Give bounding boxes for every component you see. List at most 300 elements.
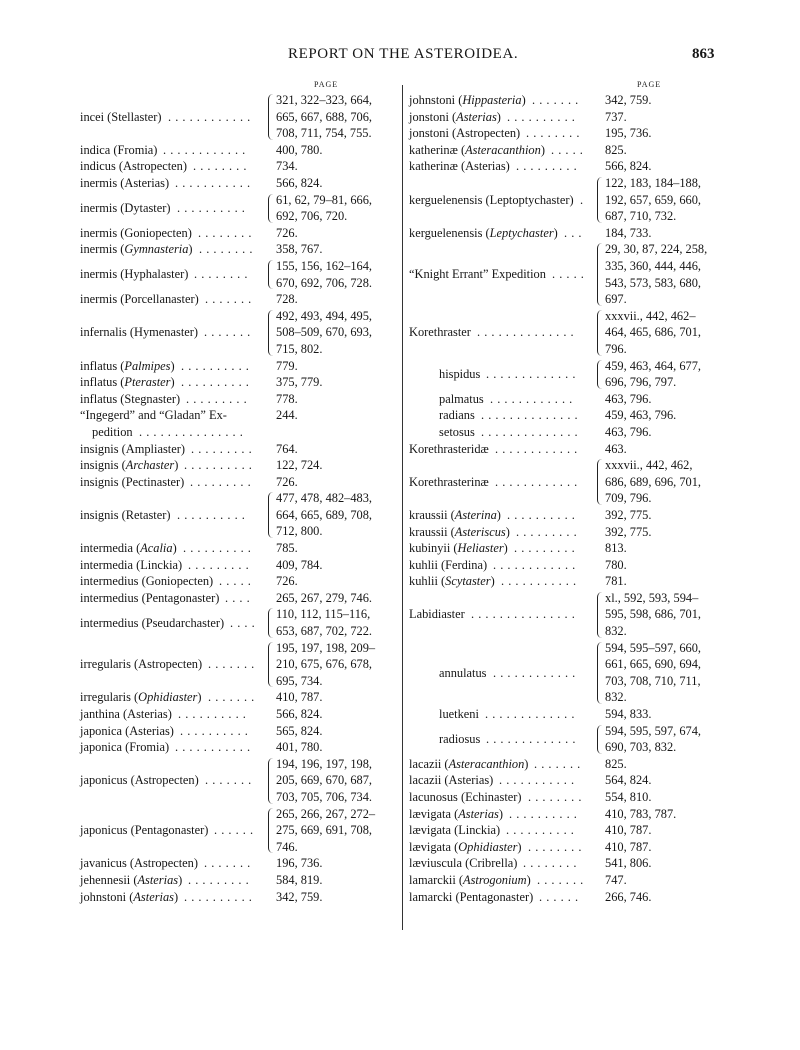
column-header-right: [409, 80, 789, 92]
page-refs-line: 726.: [276, 474, 298, 489]
page-refs-line: 195, 736.: [605, 126, 652, 141]
index-entry: [409, 142, 789, 159]
page-refs-line: 122, 183, 184–188,: [605, 175, 702, 190]
entry-term: japonicus (Astropecten): [80, 773, 199, 788]
index-entry: [409, 872, 789, 889]
entry-term: insignis (Ampliaster): [80, 441, 185, 456]
page-refs-line: 192, 657, 659, 660,: [605, 192, 702, 207]
page-refs-line: 265, 266, 267, 272–: [276, 806, 376, 821]
leader-dots: . . . . . . .: [204, 325, 251, 340]
entry-term: Labidiaster: [409, 607, 465, 622]
entry-term: inflatus (Palmipes): [80, 358, 175, 373]
entry-term: intermedius (Goniopecten): [80, 574, 214, 589]
entry-pages: [276, 474, 298, 491]
entry-term: insignis (Pectinaster): [80, 474, 185, 489]
entry-pages: [276, 806, 375, 856]
leader-dots: . . . . . . . .: [528, 839, 582, 854]
leader-dots: . . . .: [230, 615, 256, 630]
leader-dots: . . . . . . . .: [528, 790, 582, 805]
leader-dots: . . . .: [225, 590, 251, 605]
index-entry: [409, 225, 789, 242]
page-refs-line: 358, 767.: [276, 242, 323, 257]
entry-pages: [605, 358, 701, 391]
entry-pages: [605, 524, 651, 541]
leader-dots: . . . . . .: [539, 889, 579, 904]
entry-pages: [605, 706, 651, 723]
entry-term: Korethraster: [409, 325, 471, 340]
index-entry: [80, 308, 400, 358]
leader-dots: . . . . . . . . .: [190, 474, 252, 489]
entry-term: kraussii (Asterina): [409, 507, 501, 522]
entry-term: “Knight Errant” Expedition: [409, 267, 546, 282]
page-refs-line: 543, 573, 583, 680,: [605, 275, 702, 290]
page-refs-line: 709, 796.: [605, 491, 652, 506]
page-column-label: PAGE: [637, 80, 662, 89]
page-refs-line: 726.: [276, 225, 298, 240]
page-refs-line: 746.: [276, 839, 298, 854]
entry-term: setosus: [439, 424, 475, 439]
brace-mark: [268, 758, 274, 804]
brace-mark: [268, 194, 274, 223]
page-refs-line: 825.: [605, 756, 627, 771]
entry-term: kuhlii (Ferdina): [409, 557, 488, 572]
entry-term: “Ingegerd” and “Gladan” Ex-: [80, 408, 227, 423]
entry-term: annulatus: [439, 665, 487, 680]
leader-dots: . . . . . . . . . . . . . .: [481, 424, 579, 439]
entry-term: katherinæ (Asterias): [409, 159, 510, 174]
entry-pages: [276, 192, 372, 225]
brace-mark: [597, 592, 603, 638]
leader-dots: . . . . . . . . .: [188, 557, 250, 572]
page-refs-line: 194, 196, 197, 198,: [276, 756, 373, 771]
index-entry: [409, 723, 789, 756]
leader-dots: . . . . . . . . . . . .: [493, 665, 576, 680]
entry-term: lævigata (Asterias): [409, 806, 503, 821]
entry-pages: [605, 241, 707, 307]
entry-pages: [276, 889, 322, 906]
index-entry: [80, 573, 400, 590]
index-entry: [409, 640, 789, 706]
leader-dots: . . . . . . . . . . .: [501, 574, 577, 589]
page-refs-line: 342, 759.: [605, 93, 652, 107]
leader-dots: . . .: [564, 225, 582, 240]
entry-pages: [605, 407, 676, 424]
entry-pages: [605, 308, 701, 358]
entry-term: japonica (Asterias): [80, 723, 174, 738]
entry-pages: [276, 573, 298, 590]
index-entry: [80, 441, 400, 458]
entry-term: inermis (Hyphalaster): [80, 267, 189, 282]
page-refs-line: 122, 724.: [276, 458, 323, 473]
page-refs-line: 29, 30, 87, 224, 258,: [605, 242, 708, 257]
entry-term: indica (Fromia): [80, 142, 158, 157]
entry-term: katherinæ (Asteracanthion): [409, 142, 545, 157]
page-refs-line: 335, 360, 444, 446,: [605, 258, 702, 273]
entry-term: lamarcki (Pentagonaster): [409, 889, 534, 904]
leader-dots: . . . . . . . . . . .: [175, 175, 251, 190]
page-refs-line: xxxvii., 442, 462,: [605, 458, 693, 473]
entry-term: johnstoni (Hippasteria): [409, 93, 526, 107]
page-refs-line: 764.: [276, 441, 298, 456]
entry-term: javanicus (Astropecten): [80, 856, 199, 871]
entry-pages: [276, 391, 298, 408]
index-entry: [80, 258, 400, 291]
entry-term: jehennesii (Asterias): [80, 873, 183, 887]
brace-mark: [597, 310, 603, 356]
entry-term: inermis (Asterias): [80, 175, 170, 190]
leader-dots: . . . . . . . .: [194, 267, 248, 282]
index-entry: [80, 92, 400, 142]
entry-pages: [605, 92, 651, 109]
leader-dots: . . . . . . . . . .: [183, 541, 252, 556]
entry-pages: [276, 590, 372, 607]
page-refs-line: 244.: [276, 408, 298, 423]
entry-pages: [605, 557, 627, 574]
page-refs-line: 686, 689, 696, 701,: [605, 474, 702, 489]
leader-dots: . . . . . . . . . . . . . . .: [139, 424, 244, 439]
page-refs-line: 463.: [605, 441, 627, 456]
page-refs-line: 703, 705, 706, 734.: [276, 790, 373, 804]
page-refs-line: 196, 736.: [276, 856, 323, 871]
entry-term: jonstoni (Asterias): [409, 109, 501, 124]
page-refs-line: 463, 796.: [605, 424, 652, 439]
page-refs-line: 459, 463, 464, 677,: [605, 358, 702, 373]
index-entry: [409, 109, 789, 126]
leader-dots: . . . . .: [552, 267, 585, 282]
leader-dots: . . . . . . . . . . . . . .: [481, 408, 579, 423]
page-refs-line: 780.: [605, 557, 627, 572]
page-refs-line: xl., 592, 593, 594–: [605, 590, 699, 605]
entry-term: Korethrasteridæ: [409, 441, 489, 456]
page-refs-line: 779.: [276, 358, 298, 373]
page-refs-line: 400, 780.: [276, 142, 323, 157]
entry-pages: [276, 308, 372, 358]
page-refs-line: xxxvii., 442, 462–: [605, 308, 696, 323]
leader-dots: . . . . . . . . . . . .: [163, 142, 246, 157]
entry-pages: [276, 739, 322, 756]
leader-dots: . . . . . . . . . . . .: [490, 391, 573, 406]
entry-pages: [605, 457, 701, 507]
index-entry: [409, 573, 789, 590]
leader-dots: . . . . . . .: [204, 856, 251, 871]
page-refs-line: 554, 810.: [605, 790, 652, 805]
page-refs-line: 594, 833.: [605, 707, 652, 722]
page-refs-line: 796.: [605, 341, 627, 356]
leader-dots: . . . . . . . . . . . . .: [486, 366, 576, 381]
page-refs-line: 342, 759.: [276, 889, 323, 904]
index-entry: [409, 789, 789, 806]
index-entry: [80, 358, 400, 375]
entry-pages: [605, 158, 651, 175]
leader-dots: . . . . . . . . . . . .: [168, 109, 251, 124]
entry-term: intermedius (Pentagonaster): [80, 590, 220, 605]
index-entry: [80, 723, 400, 740]
page-refs-line: 737.: [605, 109, 627, 124]
page-refs-line: 321, 322–323, 664,: [276, 93, 373, 107]
index-entry: [409, 557, 789, 574]
leader-dots: . . . . . . .: [532, 93, 579, 107]
entry-pages: [276, 640, 375, 690]
column-divider: [402, 85, 403, 930]
brace-mark: [268, 94, 274, 140]
entry-term: kuhlii (Scytaster): [409, 574, 495, 589]
page-refs-line: 410, 783, 787.: [605, 806, 677, 821]
leader-dots: . . . . . . . .: [198, 225, 252, 240]
leader-dots: . . . . . . . . .: [516, 524, 578, 539]
page-refs-line: 61, 62, 79–81, 666,: [276, 192, 373, 207]
page-refs-line: 392, 775.: [605, 524, 652, 539]
page-refs-line: 265, 267, 279, 746.: [276, 590, 373, 605]
brace-mark: [268, 492, 274, 538]
index-entry: [80, 557, 400, 574]
page-refs-line: 275, 669, 691, 708,: [276, 823, 373, 838]
entry-term: inermis (Gymnasteria): [80, 242, 193, 257]
entry-pages: [276, 374, 322, 391]
brace-mark: [597, 243, 603, 305]
entry-term: infernalis (Hymenaster): [80, 325, 199, 340]
entry-term: hispidus: [439, 366, 481, 381]
entry-pages: [276, 872, 322, 889]
page-refs-line: 594, 595, 597, 674,: [605, 723, 702, 738]
page-refs-line: 712, 800.: [276, 524, 323, 539]
page-refs-line: 210, 675, 676, 678,: [276, 657, 373, 672]
entry-term: lacazii (Asterias): [409, 773, 494, 788]
running-title: REPORT ON THE ASTEROIDEA.: [288, 46, 519, 62]
index-entry: [80, 889, 400, 906]
leader-dots: . . . . . . . . . .: [178, 707, 247, 722]
entry-term: intermedia (Linckia): [80, 557, 183, 572]
index-entry: [409, 125, 789, 142]
brace-mark: [268, 310, 274, 356]
index-entry: [409, 175, 789, 225]
index-entry: [80, 540, 400, 557]
page-refs-line: 747.: [605, 873, 627, 887]
brace-mark: [268, 642, 274, 688]
page-refs-line: 564, 824.: [605, 773, 652, 788]
leader-dots: . . . . . . .: [534, 756, 581, 771]
index-entry: [409, 441, 789, 458]
index-entry: [80, 407, 400, 440]
entry-pages: [276, 557, 322, 574]
entry-pages: [276, 142, 322, 159]
leader-dots: . . . . . . . .: [523, 856, 577, 871]
index-entry: [409, 457, 789, 507]
entry-term: janthina (Asterias): [80, 707, 172, 722]
page-refs-line: 584, 819.: [276, 873, 323, 887]
page-refs-line: 778.: [276, 391, 298, 406]
leader-dots: . . . . . .: [214, 823, 254, 838]
page-number: 863: [692, 46, 715, 62]
index-column-right: [409, 80, 789, 905]
page-refs-line: 410, 787.: [276, 690, 323, 705]
index-entry: [409, 358, 789, 391]
index-entry: [80, 142, 400, 159]
page-refs-line: 566, 824.: [276, 175, 323, 190]
leader-dots: . . . . .: [219, 574, 252, 589]
leader-dots: . . . . . . . . . .: [184, 889, 253, 904]
page-refs-line: 566, 824.: [276, 707, 323, 722]
page-refs-line: 832.: [605, 624, 627, 639]
index-entry: [409, 424, 789, 441]
brace-mark: [268, 260, 274, 289]
entry-pages: [276, 490, 372, 540]
leader-dots: . . . . . . . . . .: [177, 507, 246, 522]
page-refs-line: 595, 598, 686, 701,: [605, 607, 702, 622]
leader-dots: . . . . . . . . . .: [177, 200, 246, 215]
leader-dots: . . . . . . . . . .: [181, 358, 250, 373]
entry-term: japonicus (Pentagonaster): [80, 823, 209, 838]
page-refs-line: 728.: [276, 292, 298, 307]
leader-dots: . . . . . . . . .: [191, 441, 253, 456]
entry-pages: [605, 772, 651, 789]
entry-term: indicus (Astropecten): [80, 159, 188, 174]
index-entry: [409, 92, 789, 109]
entry-pages: [605, 723, 701, 756]
index-entry: [409, 839, 789, 856]
entry-term: japonica (Fromia): [80, 740, 170, 755]
page-refs-line: 697.: [605, 292, 627, 307]
leader-dots: . . . . . . . . . .: [184, 458, 253, 473]
entry-pages: [276, 175, 322, 192]
page-refs-line: 184, 733.: [605, 225, 652, 240]
entry-term: insignis (Archaster): [80, 458, 179, 473]
entry-term-continued: pedition: [92, 424, 133, 439]
page-refs-line: 565, 824.: [276, 723, 323, 738]
page-refs-line: 463, 796.: [605, 391, 652, 406]
index-entry: [80, 872, 400, 889]
index-entry: [409, 889, 789, 906]
index-entry: [80, 490, 400, 540]
index-entry: [80, 374, 400, 391]
index-entry: [80, 689, 400, 706]
entry-pages: [276, 441, 298, 458]
leader-dots: . . . . . . . .: [193, 159, 247, 174]
entry-term: incei (Stellaster): [80, 109, 162, 124]
page-refs-line: 155, 156, 162–164,: [276, 258, 373, 273]
index-entry: [80, 291, 400, 308]
leader-dots: . . . . . . . . . .: [507, 109, 576, 124]
index-entry: [409, 308, 789, 358]
entry-term: inermis (Dytaster): [80, 200, 171, 215]
page-refs-line: 266, 746.: [605, 889, 652, 904]
leader-dots: . . . . . . . . .: [188, 873, 250, 887]
index-entry: [409, 241, 789, 307]
running-header: [0, 46, 800, 68]
page-refs-line: 508–509, 670, 693,: [276, 325, 373, 340]
index-entry: [409, 158, 789, 175]
leader-dots: . . . . . . .: [537, 873, 584, 887]
page-refs-line: 409, 784.: [276, 557, 323, 572]
entry-pages: [605, 424, 651, 441]
page-refs-line: 692, 706, 720.: [276, 209, 348, 224]
page-refs-line: 464, 465, 686, 701,: [605, 325, 702, 340]
entry-term: lacunosus (Echinaster): [409, 790, 522, 805]
entry-term: kerguelenensis (Leptoptychaster): [409, 192, 574, 207]
page-refs-line: 375, 779.: [276, 375, 323, 390]
entry-pages: [276, 225, 298, 242]
index-entry: [80, 391, 400, 408]
page-refs-line: 696, 796, 797.: [605, 375, 677, 390]
index-entry: [80, 606, 400, 639]
leader-dots: . . . . . . . .: [199, 242, 253, 257]
leader-dots: . . . . . . . . . .: [181, 375, 250, 390]
entry-pages: [605, 391, 651, 408]
entry-pages: [605, 756, 627, 773]
leader-dots: . . . . . . . . . .: [507, 507, 576, 522]
brace-mark: [597, 360, 603, 389]
entry-term: inflatus (Pteraster): [80, 375, 175, 390]
leader-dots: . . . . . . . . . . .: [175, 740, 251, 755]
index-entry: [409, 540, 789, 557]
entry-pages: [276, 291, 298, 308]
page-refs-line: 401, 780.: [276, 740, 323, 755]
entry-term: inermis (Goniopecten): [80, 225, 192, 240]
leader-dots: . . . . . . . . . . . . .: [486, 731, 576, 746]
page-refs-line: 703, 708, 710, 711,: [605, 673, 701, 688]
entry-term: jonstoni (Astropecten): [409, 126, 521, 141]
entry-pages: [276, 540, 298, 557]
leader-dots: . . . . . . .: [205, 292, 252, 307]
leader-dots: . . . . . . . . . . . . . .: [477, 325, 575, 340]
entry-term: radiosus: [439, 731, 481, 746]
index-entry: [409, 772, 789, 789]
entry-pages: [276, 241, 322, 258]
page-refs-line: 653, 687, 702, 722.: [276, 624, 373, 639]
page-refs-line: 665, 667, 688, 706,: [276, 109, 373, 124]
entry-pages: [605, 822, 651, 839]
brace-mark: [268, 808, 274, 854]
entry-pages: [605, 590, 701, 640]
page-refs-line: 661, 665, 690, 694,: [605, 657, 702, 672]
entry-term: intermedia (Acalia): [80, 541, 177, 556]
page-refs-line: 832.: [605, 690, 627, 705]
page-refs-line: 195, 197, 198, 209–: [276, 640, 376, 655]
page-refs-line: 690, 703, 832.: [605, 740, 677, 755]
page-refs-line: 695, 734.: [276, 673, 323, 688]
page-column-label: PAGE: [314, 80, 339, 89]
page-refs-line: 825.: [605, 142, 627, 157]
entry-pages: [276, 407, 298, 424]
leader-dots: . . . . . . .: [208, 657, 255, 672]
entry-pages: [276, 358, 298, 375]
index-entry: [409, 507, 789, 524]
index-entry: [80, 756, 400, 806]
index-entry: [80, 457, 400, 474]
index-entry: [409, 756, 789, 773]
index-entry: [409, 855, 789, 872]
page-refs-line: 392, 775.: [605, 507, 652, 522]
page-refs-line: 477, 478, 482–483,: [276, 491, 373, 506]
entry-pages: [276, 457, 322, 474]
page-refs-line: 492, 493, 494, 495,: [276, 308, 373, 323]
leader-dots: . . . . . . .: [208, 690, 255, 705]
entry-pages: [605, 789, 651, 806]
entry-pages: [605, 889, 651, 906]
brace-mark: [597, 725, 603, 754]
index-entry: [80, 640, 400, 690]
index-entry: [80, 706, 400, 723]
index-entry: [409, 706, 789, 723]
leader-dots: . . . . . . . . . . . .: [495, 441, 578, 456]
index-entry: [80, 739, 400, 756]
page-refs-line: 410, 787.: [605, 839, 652, 854]
entry-term: lævigata (Ophidiaster): [409, 839, 522, 854]
leader-dots: . . . . . . . . . .: [180, 723, 249, 738]
brace-mark: [597, 177, 603, 223]
entry-pages: [605, 109, 627, 126]
page-refs-line: 664, 665, 689, 708,: [276, 507, 373, 522]
page-refs-line: 726.: [276, 574, 298, 589]
